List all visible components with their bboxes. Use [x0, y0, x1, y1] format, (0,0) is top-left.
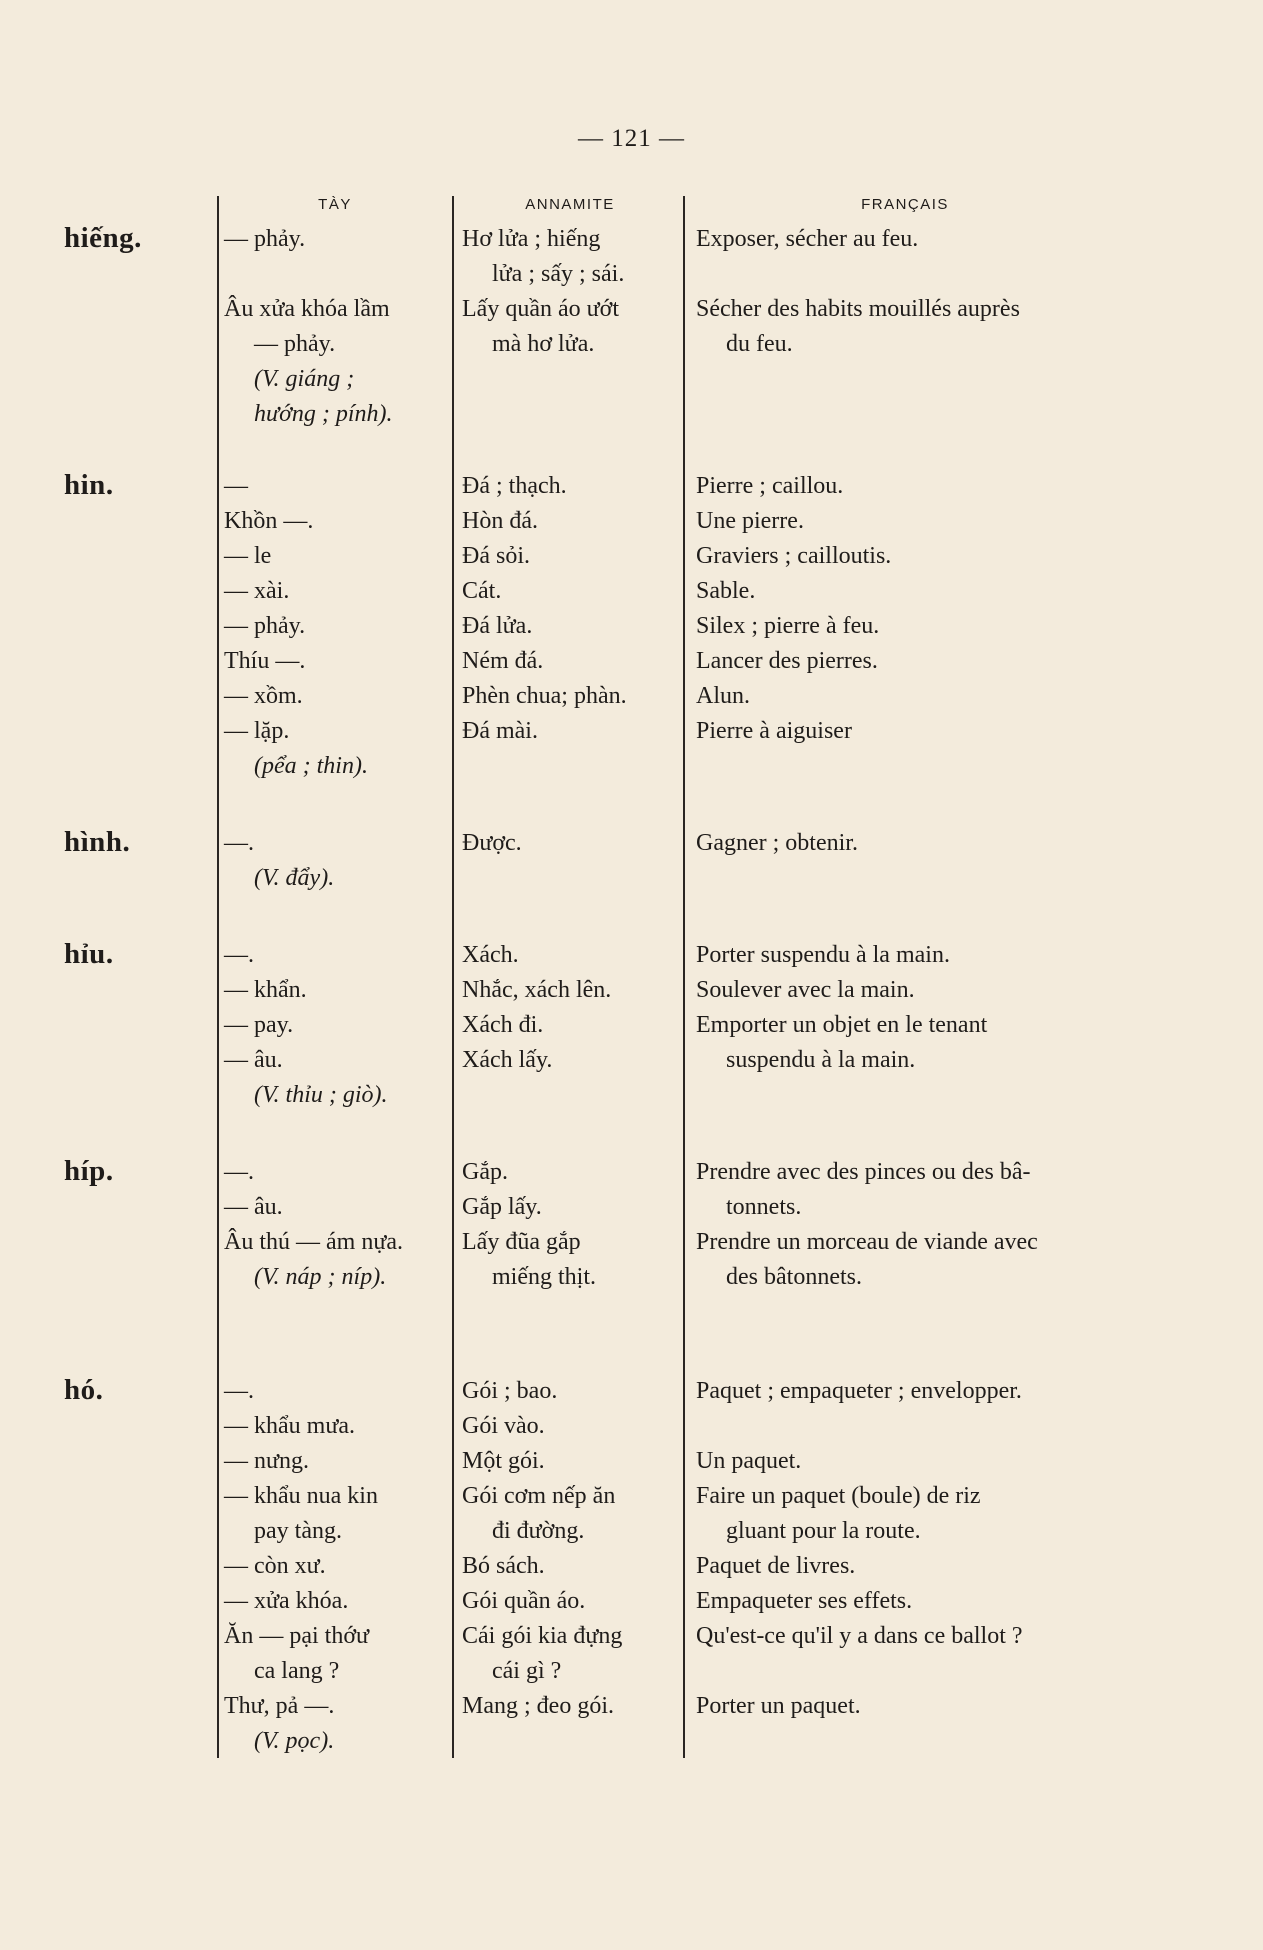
francais-line: Sable. — [696, 578, 756, 604]
annamite-column — [462, 826, 674, 861]
francais-line: Porter suspendu à la main. — [696, 942, 950, 968]
annamite-line: Hòn đá. — [462, 508, 538, 534]
tay-line: Ăn — pại thớư — [224, 1623, 370, 1649]
francais-line: Prendre avec des pinces ou des bâ- — [696, 1159, 1031, 1185]
tay-line: ca lang ? — [254, 1658, 340, 1684]
column-divider-middle — [452, 196, 454, 1758]
tay-line: —. — [224, 1378, 254, 1404]
annamite-line: Phèn chua; phàn. — [462, 683, 627, 709]
tay-column — [224, 222, 446, 432]
francais-line: tonnets. — [726, 1194, 802, 1220]
francais-line: Pierre à aiguiser — [696, 718, 852, 744]
francais-line: Une pierre. — [696, 508, 804, 534]
tay-column — [224, 938, 446, 1113]
column-header-tay: TÀY — [318, 196, 352, 213]
tay-column — [224, 826, 446, 896]
tay-line: —. — [224, 1159, 254, 1185]
annamite-line: Cái gói kia đựng — [462, 1623, 623, 1649]
francais-line: Un paquet. — [696, 1448, 802, 1474]
annamite-line: Đá ; thạch. — [462, 473, 567, 499]
annamite-line: Xách. — [462, 942, 519, 968]
headword: hó. — [64, 1374, 104, 1406]
francais-line — [696, 257, 1116, 292]
francais-column — [696, 938, 1116, 1078]
tay-line: — pay. — [224, 1012, 294, 1038]
annamite-line: Gắp lấy. — [462, 1194, 542, 1220]
francais-line: Empaqueter ses effets. — [696, 1588, 913, 1614]
tay-line: — còn xư. — [224, 1553, 326, 1579]
tay-line: — phảy. — [224, 613, 306, 639]
francais-line — [696, 1409, 1116, 1444]
francais-line: Gagner ; obtenir. — [696, 830, 858, 856]
annamite-column — [462, 222, 674, 362]
headword: hỉu. — [64, 938, 114, 970]
tay-line: pay tàng. — [254, 1518, 342, 1544]
francais-line: Emporter un objet en le tenant — [696, 1012, 988, 1038]
headword: hình. — [64, 826, 131, 858]
francais-line: Exposer, sécher au feu. — [696, 226, 919, 252]
tay-line: — âu. — [224, 1194, 283, 1220]
annamite-line: Gắp. — [462, 1159, 508, 1185]
annamite-line: lửa ; sấy ; sái. — [492, 261, 625, 287]
francais-line: Prendre un morceau de viande avec — [696, 1229, 1038, 1255]
francais-line: Faire un paquet (boule) de riz — [696, 1483, 981, 1509]
francais-line: gluant pour la route. — [726, 1518, 921, 1544]
francais-column — [696, 222, 1116, 362]
tay-line: Âu thú — ám nựa. — [224, 1229, 403, 1255]
tay-line: — lặp. — [224, 718, 290, 744]
annamite-line: Gói ; bao. — [462, 1378, 558, 1404]
francais-line: Porter un paquet. — [696, 1693, 861, 1719]
francais-line: Paquet ; empaqueter ; envelopper. — [696, 1378, 1022, 1404]
annamite-line: Xách đi. — [462, 1012, 544, 1038]
francais-line: Alun. — [696, 683, 750, 709]
francais-line — [696, 1654, 1116, 1689]
tay-line: — khẩu nua kin — [224, 1483, 378, 1509]
tay-line: — xồm. — [224, 683, 303, 709]
annamite-line: Nhắc, xách lên. — [462, 977, 612, 1003]
tay-line: (V. giáng ; — [254, 366, 355, 392]
column-divider-right — [683, 196, 685, 1758]
annamite-line: Một gói. — [462, 1448, 545, 1474]
tay-line: — — [224, 473, 248, 499]
annamite-line: cái gì ? — [492, 1658, 562, 1684]
tay-line: — âu. — [224, 1047, 283, 1073]
annamite-column — [462, 938, 674, 1078]
francais-line: Silex ; pierre à feu. — [696, 613, 880, 639]
headword: hin. — [64, 469, 114, 501]
tay-column — [224, 1374, 446, 1759]
annamite-line: Cát. — [462, 578, 502, 604]
column-divider-left — [217, 196, 219, 1758]
annamite-column — [462, 469, 674, 749]
francais-column — [696, 826, 1116, 861]
annamite-column — [462, 1155, 674, 1295]
francais-line: suspendu à la main. — [726, 1047, 916, 1073]
tay-line: Thư, pả —. — [224, 1693, 335, 1719]
annamite-line: Lấy đũa gắp — [462, 1229, 581, 1255]
annamite-line: Gói vào. — [462, 1413, 545, 1439]
annamite-line: Đá lửa. — [462, 613, 533, 639]
annamite-line: Được. — [462, 830, 522, 856]
francais-line: Lancer des pierres. — [696, 648, 878, 674]
page-number: — 121 — — [578, 125, 685, 152]
francais-line: Qu'est-ce qu'il y a dans ce ballot ? — [696, 1623, 1023, 1649]
tay-line: (V. thỉu ; giò). — [254, 1082, 388, 1108]
tay-line: (pểa ; thin). — [254, 753, 368, 779]
tay-line: Thíu —. — [224, 648, 306, 674]
annamite-line: miếng thịt. — [492, 1264, 596, 1290]
tay-column — [224, 1155, 446, 1295]
tay-line: Âu xửa khóa lầm — [224, 296, 390, 322]
tay-line — [224, 257, 446, 292]
tay-column — [224, 469, 446, 784]
tay-line: (V. pọc). — [254, 1728, 335, 1754]
francais-line: Pierre ; caillou. — [696, 473, 844, 499]
tay-line: — xửa khóa. — [224, 1588, 349, 1614]
francais-column — [696, 1374, 1116, 1724]
annamite-line: Hơ lửa ; hiếng — [462, 226, 601, 252]
annamite-line: Mang ; đeo gói. — [462, 1693, 614, 1719]
headword: híp. — [64, 1155, 114, 1187]
tay-line: hướng ; pính). — [254, 401, 393, 427]
headword: hiếng. — [64, 222, 142, 254]
tay-line: (V. đẩy). — [254, 865, 335, 891]
francais-line: Soulever avec la main. — [696, 977, 915, 1003]
tay-line: — phảy. — [224, 226, 306, 252]
tay-line: —. — [224, 830, 254, 856]
francais-column — [696, 1155, 1116, 1295]
tay-line: Khồn —. — [224, 508, 314, 534]
annamite-line: Lấy quần áo ướt — [462, 296, 619, 322]
tay-line: — khẩn. — [224, 977, 307, 1003]
annamite-line: Ném đá. — [462, 648, 544, 674]
annamite-line: đi đường. — [492, 1518, 585, 1544]
annamite-line: Bó sách. — [462, 1553, 545, 1579]
tay-line: —. — [224, 942, 254, 968]
annamite-line: mà hơ lửa. — [492, 331, 595, 357]
francais-line: Graviers ; cailloutis. — [696, 543, 892, 569]
francais-line: du feu. — [726, 331, 793, 357]
annamite-column — [462, 1374, 674, 1724]
annamite-line: Đá sỏi. — [462, 543, 530, 569]
annamite-line: Gói cơm nếp ăn — [462, 1483, 616, 1509]
tay-line: — phảy. — [254, 331, 336, 357]
francais-column — [696, 469, 1116, 749]
tay-line: — le — [224, 543, 272, 569]
tay-line: — khẩu mưa. — [224, 1413, 355, 1439]
column-header-francais: FRANÇAIS — [861, 196, 949, 213]
francais-line: des bâtonnets. — [726, 1264, 862, 1290]
tay-line: — nưng. — [224, 1448, 310, 1474]
francais-line: Sécher des habits mouillés auprès — [696, 296, 1020, 322]
annamite-line: Xách lấy. — [462, 1047, 553, 1073]
annamite-line: Gói quần áo. — [462, 1588, 586, 1614]
tay-line: — xài. — [224, 578, 290, 604]
annamite-line: Đá mài. — [462, 718, 538, 744]
francais-line: Paquet de livres. — [696, 1553, 856, 1579]
tay-line: (V. náp ; níp). — [254, 1264, 387, 1290]
column-header-annamite: ANNAMITE — [525, 196, 615, 213]
